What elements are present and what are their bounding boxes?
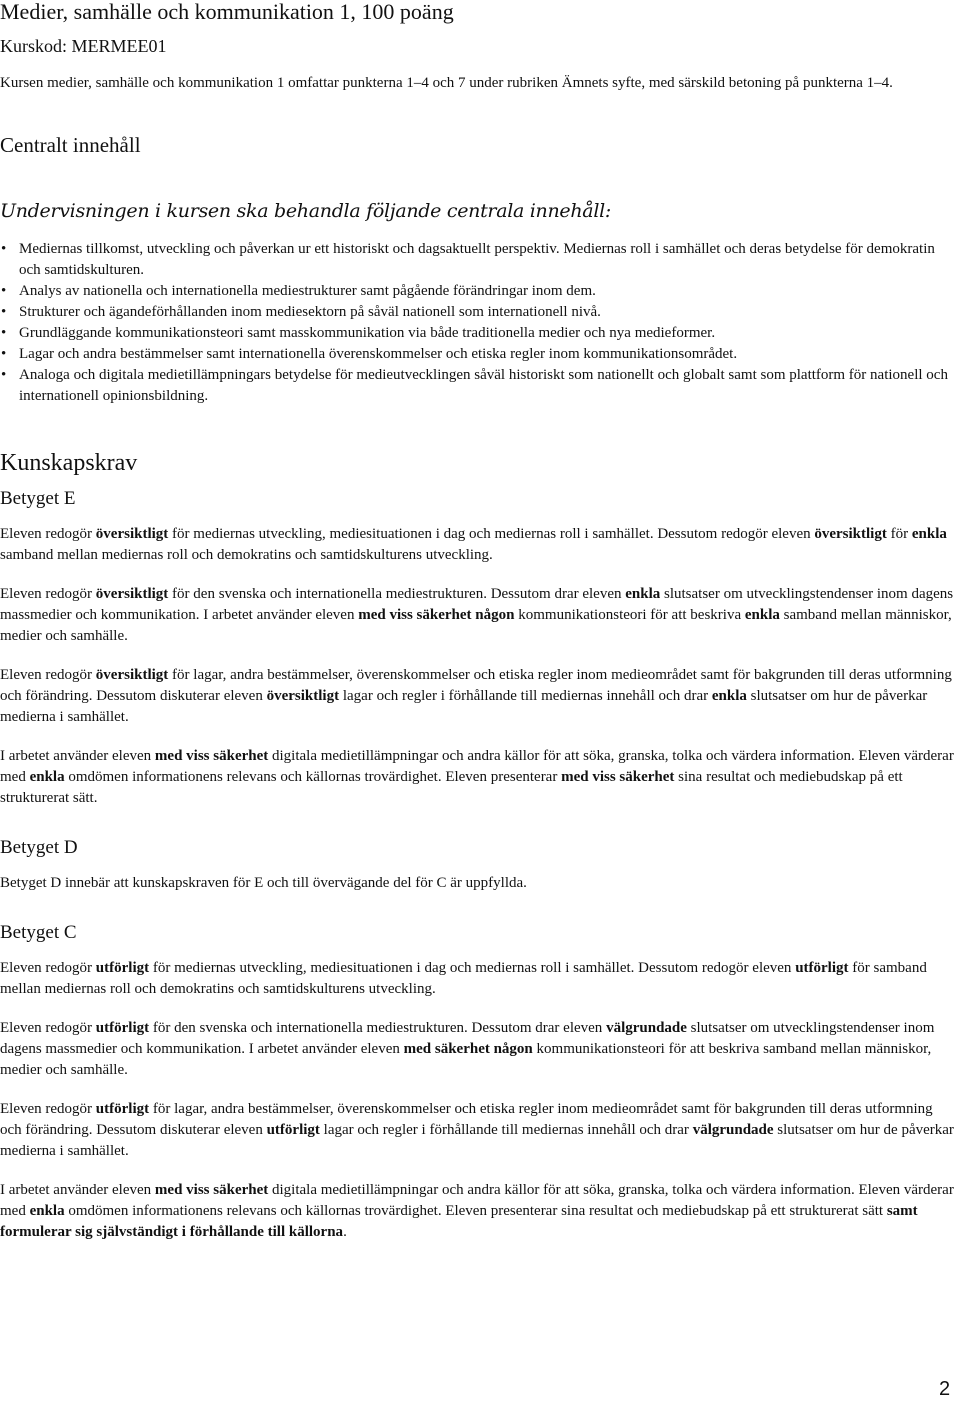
paragraph-text: Eleven redogör [0, 586, 96, 602]
paragraph-text: Eleven redogör [0, 1101, 96, 1117]
grade-c-paragraph [0, 1018, 958, 1081]
emphasis-text: välgrundade [692, 1122, 774, 1138]
emphasis-text: översiktligt [266, 688, 340, 704]
emphasis-text: enkla [911, 526, 947, 542]
paragraph-text: slutsatser om hur de påverkar medierna i samhället. [0, 688, 928, 725]
emphasis-text: enkla [29, 769, 65, 785]
grade-c-paragraph [0, 1099, 958, 1162]
course-title: Medier, samhälle och kommunikation 1, 100 poäng [0, 0, 454, 24]
paragraph-text: kommunikationsteori för att beskriva [514, 607, 745, 623]
list-item-text: Mediernas tillkomst, utveckling och påverkan ur ett historiskt och dagsaktuellt perspektiv. Mediernas roll i samhället och deras betydelse för demokratin och samtidskulturen. [19, 241, 935, 278]
paragraph-text: digitala medietillämpningar och andra källor för att söka, granska, tolka och värdera information. Eleven värderar med [0, 748, 954, 785]
list-item [0, 323, 958, 344]
list-item-text: Analys av nationella och internationella mediestrukturer samt pågående förändringar inom dem. [19, 283, 596, 299]
paragraph-text: slutsatser om utvecklingstendenser inom dagens massmedier och kommunikation. I arbetet använder eleven [0, 586, 954, 623]
central-content-subheading: Undervisningen i kursen ska behandla följande centrala innehåll: [0, 200, 611, 222]
central-content-heading: Centralt innehåll [0, 133, 141, 157]
list-item-text: Grundläggande kommunikationsteori samt masskommunikation via både traditionella medier och nya medieformer. [19, 325, 716, 341]
paragraph-text: för den svenska och internationella mediestrukturen. Dessutom drar eleven [149, 1020, 607, 1036]
paragraph-text: I arbetet använder eleven [0, 748, 155, 764]
paragraph-text: Eleven redogör [0, 960, 96, 976]
bullet-icon: • [1, 304, 7, 320]
paragraph-text: för mediernas utveckling, mediesituationen i dag och mediernas roll i samhället. Dessutom redogör eleven [149, 960, 796, 976]
emphasis-text: med säkerhet någon [403, 1041, 533, 1057]
paragraph-text: lagar och regler i förhållande till mediernas innehåll och drar [319, 1122, 693, 1138]
paragraph-text: lagar och regler i förhållande till mediernas innehåll och drar [339, 688, 712, 704]
grade-c-heading: Betyget C [0, 922, 77, 943]
bullet-icon: • [1, 346, 7, 362]
course-intro: Kursen medier, samhälle och kommunikation 1 omfattar punkterna 1–4 och 7 under rubriken Ämnets syfte, med särskild betoning på punkterna 1–4. [0, 75, 893, 91]
grade-e-heading: Betyget E [0, 488, 76, 509]
emphasis-text: med viss säkerhet [154, 748, 269, 764]
page-number: 2 [939, 1378, 951, 1400]
list-item-text: Strukturer och ägandeförhållanden inom mediesektorn på såväl nationell som internationell nivå. [19, 304, 601, 320]
emphasis-text: utförligt [795, 960, 849, 976]
paragraph-text: för den svenska och internationella mediestrukturen. Dessutom drar eleven [168, 586, 626, 602]
grade-c-paragraph [0, 958, 958, 1000]
paragraph-text: samband mellan människor, medier och samhälle. [0, 607, 952, 644]
bullet-icon: • [1, 283, 7, 299]
grade-e-paragraph [0, 746, 958, 809]
list-item-text: Lagar och andra bestämmelser samt internationella överenskommelser och etiska regler inom kommunikationsområdet. [19, 346, 738, 362]
paragraph-text: sina resultat och mediebudskap på ett strukturerat sätt. [0, 769, 903, 806]
emphasis-text: med viss säkerhet [154, 1182, 269, 1198]
emphasis-text: samt formulerar sig självständigt i förhållande till källorna [0, 1203, 918, 1240]
emphasis-text: enkla [711, 688, 747, 704]
emphasis-text: utförligt [95, 1101, 150, 1117]
emphasis-text: enkla [29, 1203, 65, 1219]
central-content-list [0, 239, 958, 407]
paragraph-text: för [886, 526, 912, 542]
list-item-text: Analoga och digitala medietillämpningars betydelse för medieutvecklingen såväl historiskt som nationellt och globalt samt som plattform för nationell och internationell opinionsbildning. [19, 367, 948, 404]
list-item [0, 365, 958, 407]
emphasis-text: med viss säkerhet [561, 769, 675, 785]
paragraph-text: . [343, 1224, 347, 1240]
paragraph-text: samband mellan mediernas roll och demokratins och samtidskulturens utveckling. [0, 547, 493, 563]
emphasis-text: enkla [625, 586, 661, 602]
paragraph-text: I arbetet använder eleven [0, 1182, 155, 1198]
emphasis-text: översiktligt [95, 667, 169, 683]
knowledge-requirements-heading: Kunskapskrav [0, 450, 138, 476]
paragraph-text: Eleven redogör [0, 667, 96, 683]
grade-e-paragraph [0, 524, 958, 566]
emphasis-text: utförligt [95, 960, 150, 976]
list-item [0, 239, 958, 281]
emphasis-text: välgrundade [606, 1020, 687, 1036]
paragraph-text: Eleven redogör [0, 1020, 96, 1036]
grade-d-paragraph: Betyget D innebär att kunskapskraven för E och till övervägande del för C är uppfyllda. [0, 875, 527, 891]
paragraph-text: digitala medietillämpningar och andra källor för att söka, granska, tolka och värdera information. Eleven värderar med [0, 1182, 954, 1219]
grade-c-paragraph [0, 1180, 958, 1243]
grade-d-heading: Betyget D [0, 837, 78, 858]
list-item [0, 302, 958, 323]
course-code: Kurskod: MERMEE01 [0, 36, 167, 56]
emphasis-text: enkla [744, 607, 780, 623]
bullet-icon: • [1, 241, 7, 257]
list-item [0, 281, 958, 302]
grade-e-paragraph [0, 584, 958, 647]
emphasis-text: översiktligt [95, 526, 169, 542]
paragraph-text: Eleven redogör [0, 526, 96, 542]
paragraph-text: kommunikationsteori för att beskriva samband mellan människor, medier och samhälle. [0, 1041, 932, 1078]
paragraph-text: slutsatser om hur de påverkar medierna i samhället. [0, 1122, 954, 1159]
grade-e-paragraph [0, 665, 958, 728]
emphasis-text: översiktligt [814, 526, 887, 542]
emphasis-text: med viss säkerhet någon [358, 607, 515, 623]
list-item [0, 344, 958, 365]
emphasis-text: utförligt [266, 1122, 320, 1138]
paragraph-text: slutsatser om utvecklingstendenser inom dagens massmedier och kommunikation. I arbetet använder eleven [0, 1020, 935, 1057]
paragraph-text: för samband mellan mediernas roll och demokratins och samtidskulturens utveckling. [0, 960, 927, 997]
emphasis-text: utförligt [95, 1020, 150, 1036]
paragraph-text: för mediernas utveckling, mediesituationen i dag och mediernas roll i samhället. Dessutom redogör eleven [168, 526, 815, 542]
paragraph-text: omdömen informationens relevans och källornas trovärdighet. Eleven presenterar [64, 769, 562, 785]
bullet-icon: • [1, 367, 7, 383]
paragraph-text: för lagar, andra bestämmelser, överenskommelser och etiska regler inom medieområdet samt för bakgrunden till deras utformning och förändring. Dessutom diskuterar eleven [0, 667, 952, 704]
paragraph-text: omdömen informationens relevans och källornas trovärdighet. Eleven presenterar sina resultat och mediebudskap på ett strukturerat sätt [64, 1203, 887, 1219]
emphasis-text: översiktligt [95, 586, 169, 602]
paragraph-text: för lagar, andra bestämmelser, överenskommelser och etiska regler inom medieområdet samt för bakgrunden till deras utformning och förändring. Dessutom diskuterar eleven [0, 1101, 933, 1138]
bullet-icon: • [1, 325, 7, 341]
